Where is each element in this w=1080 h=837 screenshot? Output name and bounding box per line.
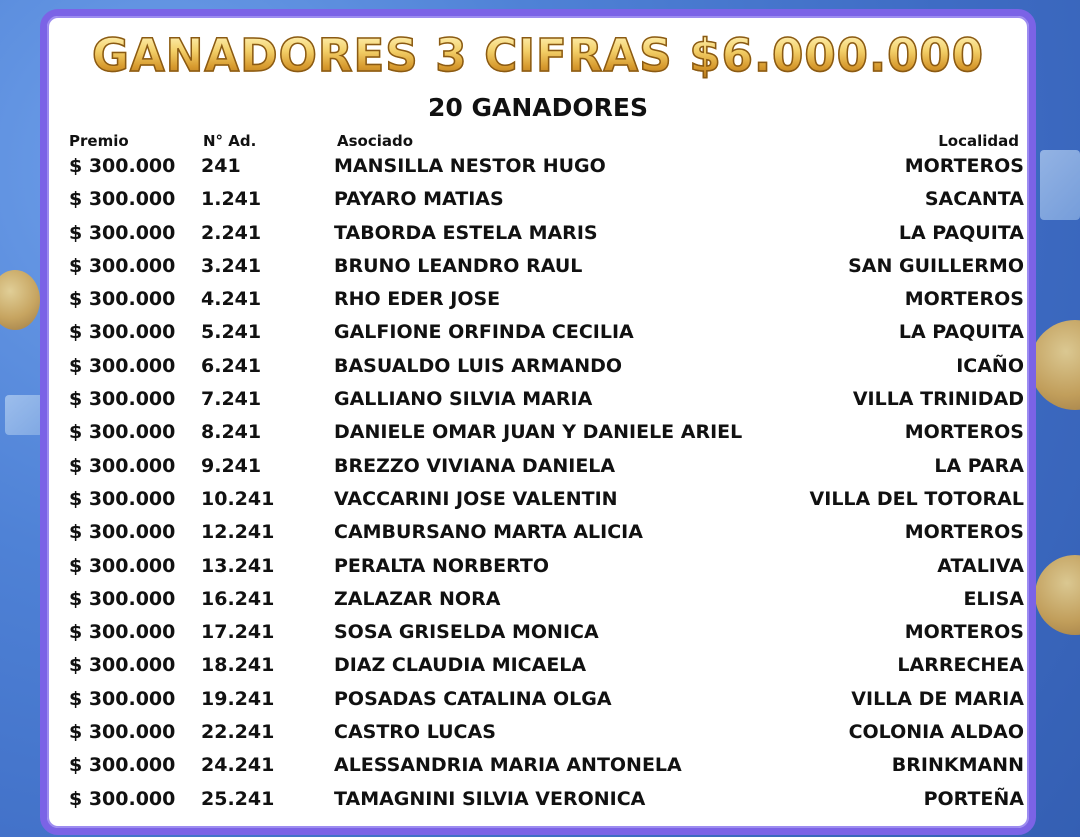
numero-cell: 10.241 xyxy=(201,487,275,510)
asociado-cell: GALFIONE ORFINDA CECILIA xyxy=(334,321,634,344)
table-row xyxy=(69,684,1024,717)
localidad-cell: ELISA xyxy=(963,587,1024,610)
localidad-cell: MORTEROS xyxy=(904,155,1024,177)
gold-coin-decoration xyxy=(0,270,40,330)
localidad-cell: VILLA DE MARIA xyxy=(851,687,1024,710)
numero-cell: 7.241 xyxy=(201,388,262,411)
table-row xyxy=(69,184,1024,217)
asociado-cell: ALESSANDRIA MARIA ANTONELA xyxy=(334,754,682,777)
numero-cell: 8.241 xyxy=(201,421,262,444)
premio-cell: $ 300.000 xyxy=(69,621,176,644)
localidad-cell: COLONIA ALDAO xyxy=(848,721,1024,744)
asociado-cell: MANSILLA NESTOR HUGO xyxy=(334,155,606,177)
numero-cell: 25.241 xyxy=(201,787,275,810)
premio-cell: $ 300.000 xyxy=(69,521,176,544)
numero-cell: 241 xyxy=(201,155,241,177)
numero-cell: 13.241 xyxy=(201,554,275,577)
table-row xyxy=(69,584,1024,617)
asociado-cell: PAYARO MATIAS xyxy=(334,188,504,211)
banknote-decoration xyxy=(5,395,45,435)
premio-cell: $ 300.000 xyxy=(69,654,176,677)
asociado-cell: BREZZO VIVIANA DANIELA xyxy=(334,454,616,477)
localidad-cell: MORTEROS xyxy=(904,521,1024,544)
premio-cell: $ 300.000 xyxy=(69,421,176,444)
table-row xyxy=(69,251,1024,284)
localidad-cell: MORTEROS xyxy=(904,421,1024,444)
localidad-cell: ATALIVA xyxy=(937,554,1024,577)
premio-cell: $ 300.000 xyxy=(69,188,176,211)
asociado-cell: DANIELE OMAR JUAN Y DANIELE ARIEL xyxy=(334,421,743,444)
gold-coin-decoration xyxy=(1030,320,1080,410)
asociado-cell: CASTRO LUCAS xyxy=(334,721,496,744)
numero-cell: 16.241 xyxy=(201,587,275,610)
table-row xyxy=(69,417,1024,450)
localidad-cell: LA PAQUITA xyxy=(898,321,1024,344)
winners-table xyxy=(69,151,1024,817)
numero-cell: 4.241 xyxy=(201,288,262,311)
table-row xyxy=(69,517,1024,550)
localidad-cell: VILLA TRINIDAD xyxy=(852,388,1024,411)
numero-cell: 5.241 xyxy=(201,321,262,344)
table-row xyxy=(69,650,1024,683)
numero-cell: 6.241 xyxy=(201,354,262,377)
localidad-cell: VILLA DEL TOTORAL xyxy=(809,487,1024,510)
premio-cell: $ 300.000 xyxy=(69,754,176,777)
asociado-cell: VACCARINI JOSE VALENTIN xyxy=(334,487,618,510)
numero-cell: 18.241 xyxy=(201,654,275,677)
table-row xyxy=(69,284,1024,317)
table-row xyxy=(69,784,1024,817)
premio-cell: $ 300.000 xyxy=(69,587,176,610)
localidad-cell: MORTEROS xyxy=(904,288,1024,311)
table-row xyxy=(69,750,1024,783)
premio-cell: $ 300.000 xyxy=(69,155,176,177)
localidad-cell: LARRECHEA xyxy=(897,654,1024,677)
premio-cell: $ 300.000 xyxy=(69,288,176,311)
numero-cell: 17.241 xyxy=(201,621,275,644)
premio-cell: $ 300.000 xyxy=(69,354,176,377)
numero-cell: 22.241 xyxy=(201,721,275,744)
table-row xyxy=(69,717,1024,750)
localidad-cell: PORTEÑA xyxy=(923,787,1024,810)
asociado-cell: BASUALDO LUIS ARMANDO xyxy=(334,354,623,377)
premio-cell: $ 300.000 xyxy=(69,388,176,411)
table-header xyxy=(69,132,1024,152)
localidad-cell: BRINKMANN xyxy=(891,754,1024,777)
premio-cell: $ 300.000 xyxy=(69,487,176,510)
premio-cell: $ 300.000 xyxy=(69,254,176,277)
numero-cell: 3.241 xyxy=(201,254,262,277)
premio-cell: $ 300.000 xyxy=(69,721,176,744)
header-asociado: Asociado xyxy=(337,132,414,150)
localidad-cell: SACANTA xyxy=(924,188,1024,211)
asociado-cell: DIAZ CLAUDIA MICAELA xyxy=(334,654,587,677)
numero-cell: 24.241 xyxy=(201,754,275,777)
table-row xyxy=(69,317,1024,350)
table-row xyxy=(69,451,1024,484)
asociado-cell: TABORDA ESTELA MARIS xyxy=(334,221,598,244)
asociado-cell: RHO EDER JOSE xyxy=(334,288,501,311)
asociado-cell: POSADAS CATALINA OLGA xyxy=(334,687,612,710)
premio-cell: $ 300.000 xyxy=(69,687,176,710)
premio-cell: $ 300.000 xyxy=(69,454,176,477)
table-row xyxy=(69,551,1024,584)
header-localidad: Localidad xyxy=(938,132,1019,150)
winners-card xyxy=(40,9,1036,835)
asociado-cell: PERALTA NORBERTO xyxy=(334,554,550,577)
premio-cell: $ 300.000 xyxy=(69,554,176,577)
numero-cell: 12.241 xyxy=(201,521,275,544)
premio-cell: $ 300.000 xyxy=(69,221,176,244)
gold-coin-decoration xyxy=(1035,555,1080,635)
localidad-cell: LA PARA xyxy=(934,454,1024,477)
premio-cell: $ 300.000 xyxy=(69,787,176,810)
table-row xyxy=(69,617,1024,650)
asociado-cell: TAMAGNINI SILVIA VERONICA xyxy=(334,787,646,810)
asociado-cell: SOSA GRISELDA MONICA xyxy=(334,621,599,644)
asociado-cell: BRUNO LEANDRO RAUL xyxy=(334,254,583,277)
banknote-decoration xyxy=(1040,150,1080,220)
table-row xyxy=(69,151,1024,184)
numero-cell: 2.241 xyxy=(201,221,262,244)
localidad-cell: MORTEROS xyxy=(904,621,1024,644)
numero-cell: 19.241 xyxy=(201,687,275,710)
numero-cell: 1.241 xyxy=(201,188,262,211)
winners-count: 20 GANADORES xyxy=(428,93,648,122)
localidad-cell: LA PAQUITA xyxy=(898,221,1024,244)
table-row xyxy=(69,351,1024,384)
header-premio: Premio xyxy=(69,132,129,150)
premio-cell: $ 300.000 xyxy=(69,321,176,344)
asociado-cell: CAMBURSANO MARTA ALICIA xyxy=(334,521,643,544)
table-row xyxy=(69,218,1024,251)
table-row xyxy=(69,384,1024,417)
asociado-cell: ZALAZAR NORA xyxy=(334,587,501,610)
header-numero: N° Ad. xyxy=(203,132,257,150)
table-row xyxy=(69,484,1024,517)
numero-cell: 9.241 xyxy=(201,454,262,477)
localidad-cell: SAN GUILLERMO xyxy=(848,254,1024,277)
page-title: GANADORES 3 CIFRAS $6.000.000 xyxy=(47,33,1029,78)
asociado-cell: GALLIANO SILVIA MARIA xyxy=(334,388,593,411)
localidad-cell: ICAÑO xyxy=(956,354,1024,377)
